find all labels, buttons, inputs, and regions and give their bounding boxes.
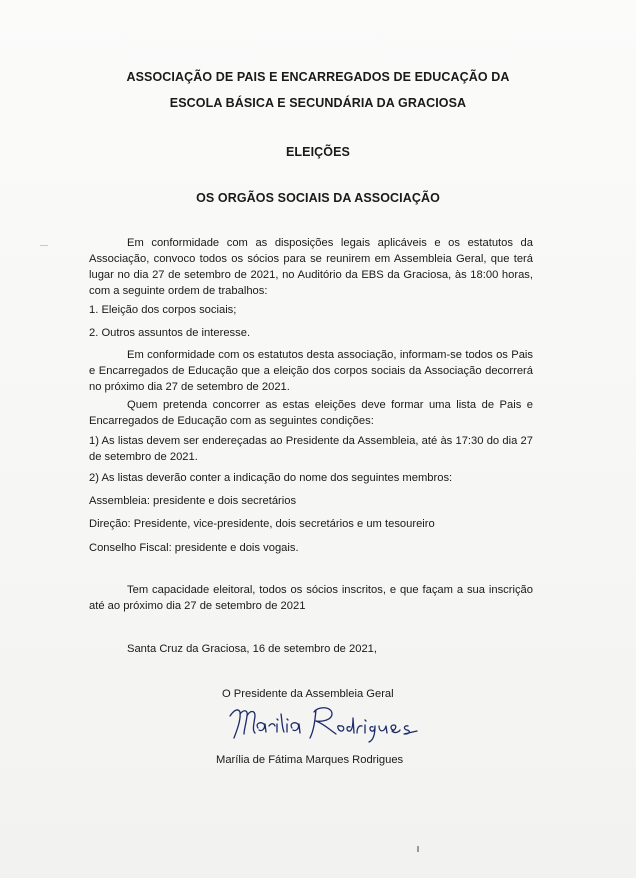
signatory-name: Marília de Fátima Marques Rodrigues — [216, 754, 404, 766]
electoral-capacity-paragraph: Tem capacidade eleitoral, todos os sócios inscritos, e que façam a sua inscrição até ao próximo dia 27 de setembro de 2021 — [89, 584, 533, 612]
handwritten-signature — [222, 700, 432, 748]
agenda-item-1: 1. Eleição dos corpos sociais; — [89, 304, 237, 316]
elections-paragraph: Em conformidade com os estatutos desta associação, informam-se todos os Pais e Encarregados de Educação que a eleição dos corpos sociais da Associação decorrerá no próximo dia 27 de setembro de 2021. — [89, 349, 533, 393]
member-fiscal-council: Conselho Fiscal: presidente e dois vogais. — [89, 542, 299, 554]
condition-2: 2) As listas deverão conter a indicação do nome dos seguintes membros: — [89, 472, 453, 484]
convocation-paragraph: Em conformidade com as disposições legais aplicáveis e os estatutos da Associação, convoco todos os sócios para se reunirem em Assembleia Geral, que terá lugar no dia 27 de setembro de 2021, no Auditório da EBS da Graciosa, às 18:00 horas, com a seguinte ordem de trabalhos: — [89, 237, 533, 297]
association-name-line2: ESCOLA BÁSICA E SECUNDÁRIA DA GRACIOSA — [169, 96, 467, 110]
condition-1: 1) As listas devem ser endereçadas ao Presidente da Assembleia, até às 17:30 do dia 27 de setembro de 2021. — [89, 435, 533, 463]
association-name-line1: ASSOCIAÇÃO DE PAIS E ENCARREGADOS DE EDUCAÇÃO DA — [126, 70, 510, 84]
document-title: ELEIÇÕES — [285, 145, 350, 159]
agenda-item-2: 2. Outros assuntos de interesse. — [89, 327, 251, 339]
member-direction: Direção: Presidente, vice-presidente, dois secretários e um tesoureiro — [89, 518, 435, 530]
candidacy-paragraph: Quem pretenda concorrer as estas eleições deve formar uma lista de Pais e Encarregados de Educação com as seguintes condições: — [89, 399, 533, 427]
document-subtitle: OS ORGÃOS SOCIAIS DA ASSOCIAÇÃO — [196, 191, 440, 205]
scan-mark — [40, 245, 48, 246]
signatory-role: O Presidente da Assembleia Geral — [222, 688, 394, 700]
place-and-date: Santa Cruz da Graciosa, 16 de setembro de 2021, — [127, 643, 378, 655]
scan-mark-bottom — [417, 846, 419, 852]
member-assembly: Assembleia: presidente e dois secretários — [89, 495, 297, 507]
